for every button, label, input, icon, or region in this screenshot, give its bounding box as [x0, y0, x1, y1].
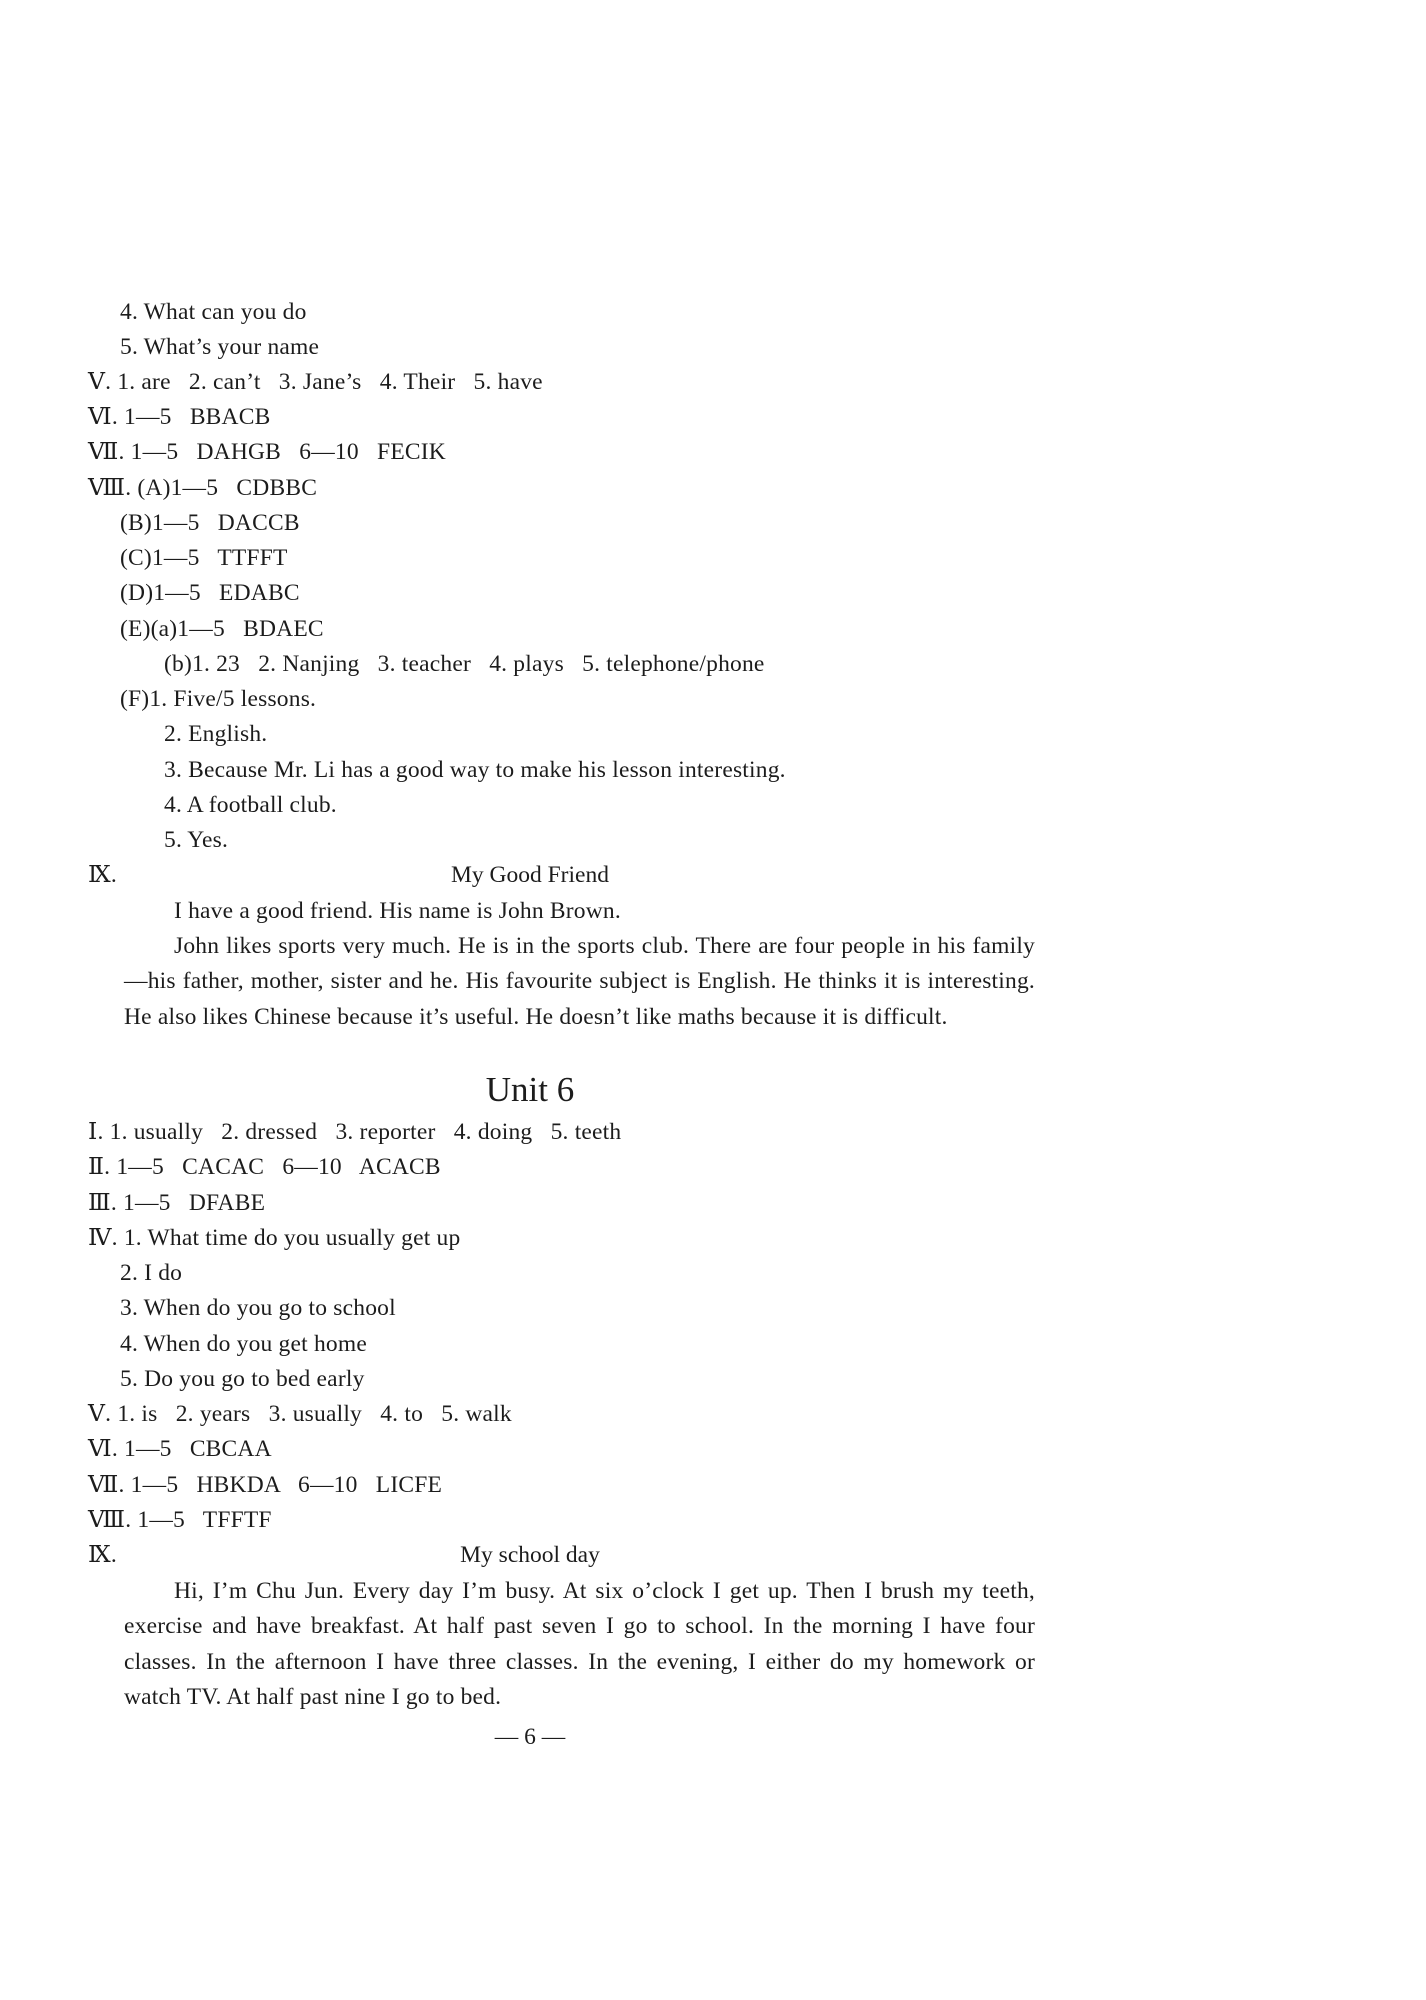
answer-line: (F)1. Five/5 lessons. [120, 686, 317, 712]
answer-line: (B)1—5 DACCB [120, 510, 300, 536]
answer-line: Ⅷ. 1—5 TFFTF [88, 1507, 272, 1533]
answer-line: 4. A football club. [164, 792, 337, 818]
answer-line: Ⅵ. 1—5 CBCAA [88, 1436, 272, 1462]
answer-line: 3. Because Mr. Li has a good way to make his lesson interesting. [164, 757, 786, 783]
unit-title: Unit 6 [485, 1070, 575, 1109]
answer-line: 4. When do you get home [120, 1331, 367, 1357]
essay-title: My school day [460, 1542, 600, 1568]
answer-line: Ⅵ. 1—5 BBACB [88, 404, 271, 430]
answer-line: Ⅳ. 1. What time do you usually get up [88, 1225, 461, 1251]
page-number: — 6 — [494, 1724, 566, 1750]
essay-paragraph: John likes sports very much. He is in the sports club. There are four people in his family—his father, mother, sister and he. His favourite subject is English. He thinks it is interesting. He also likes Chinese because it’s useful. He doesn’t like maths because it is difficult. [124, 933, 1035, 1030]
answer-line: 5. Yes. [164, 827, 229, 853]
answer-line: 2. I do [120, 1260, 183, 1286]
answer-line: 5. What’s your name [120, 334, 320, 360]
answer-line: (E)(a)1—5 BDAEC [120, 616, 324, 642]
answer-line: (D)1—5 EDABC [120, 580, 300, 606]
answer-line: Ⅷ. (A)1—5 CDBBC [88, 475, 318, 501]
section-label: Ⅸ. [88, 862, 117, 888]
answer-line: Ⅴ. 1. are 2. can’t 3. Jane’s 4. Their 5. have [88, 369, 543, 395]
answer-line: Ⅰ. 1. usually 2. dressed 3. reporter 4. doing 5. teeth [88, 1119, 622, 1145]
answer-line: Ⅴ. 1. is 2. years 3. usually 4. to 5. walk [88, 1401, 512, 1427]
essay-title: My Good Friend [451, 862, 609, 888]
answer-line: 3. When do you go to school [120, 1295, 396, 1321]
answer-line: (b)1. 23 2. Nanjing 3. teacher 4. plays 5. telephone/phone [164, 651, 765, 677]
essay-paragraph: Hi, I’m Chu Jun. Every day I’m busy. At six o’clock I get up. Then I brush my teeth, exercise and have breakfast. At half past seven I go to school. In the morning I have four classes. In the afternoon I have three classes. In the evening, I either do my homework or watch TV. At half past nine I go to bed. [124, 1578, 1035, 1710]
answer-line: 4. What can you do [120, 299, 307, 325]
answer-line: 2. English. [164, 721, 268, 747]
answer-line: Ⅱ. 1—5 CACAC 6—10 ACACB [88, 1154, 441, 1180]
answer-line: 5. Do you go to bed early [120, 1366, 365, 1392]
answer-line: Ⅶ. 1—5 DAHGB 6—10 FECIK [88, 439, 446, 465]
answer-line: Ⅲ. 1—5 DFABE [88, 1190, 266, 1216]
answer-line: Ⅶ. 1—5 HBKDA 6—10 LICFE [88, 1472, 443, 1498]
answer-line: (C)1—5 TTFFT [120, 545, 288, 571]
essay-intro: I have a good friend. His name is John Brown. [174, 898, 621, 924]
section-label: Ⅸ. [88, 1542, 117, 1568]
